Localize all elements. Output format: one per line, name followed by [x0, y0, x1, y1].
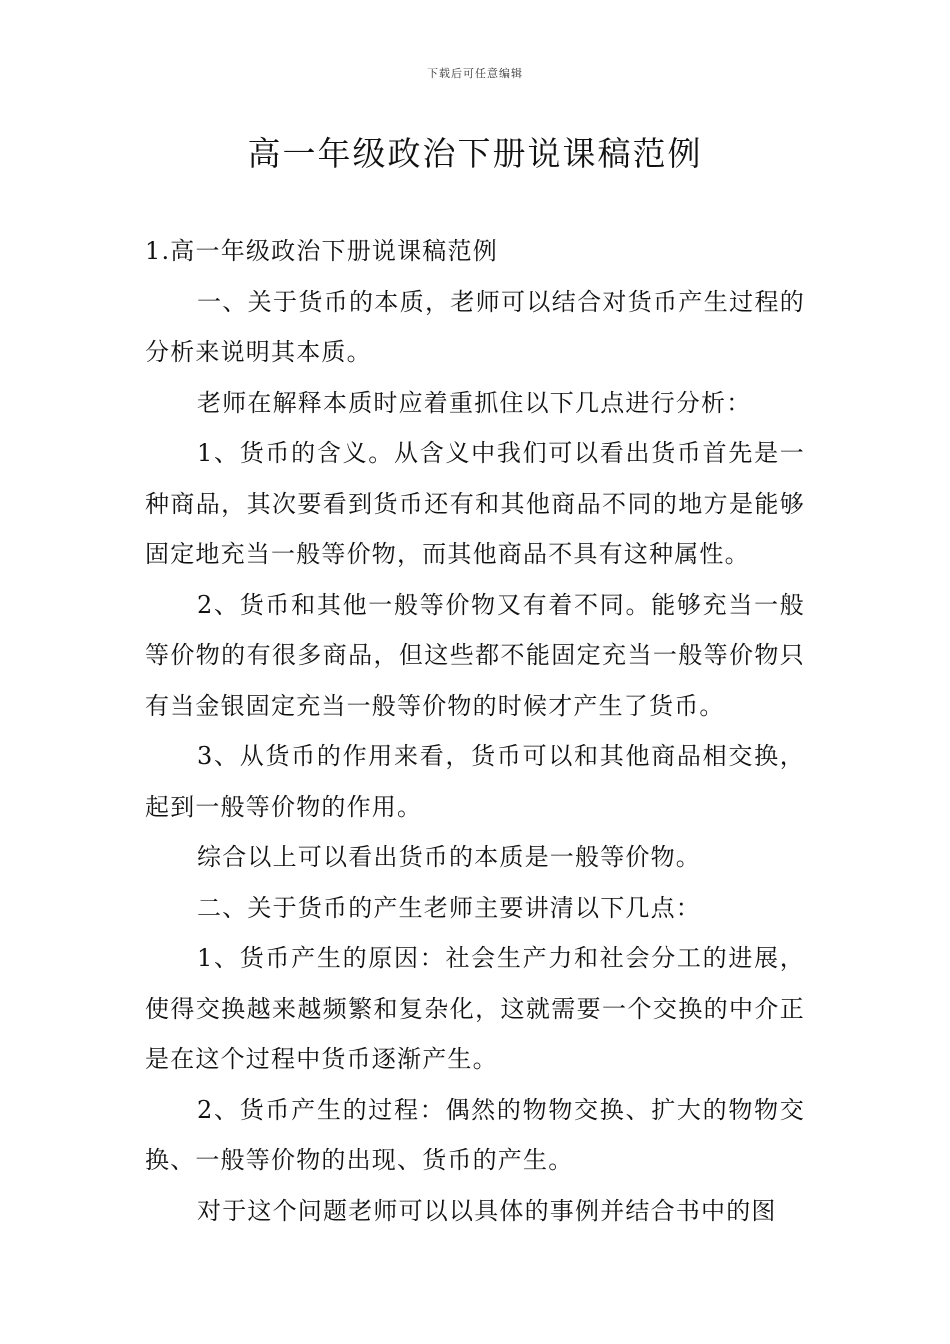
paragraph: 对于这个问题老师可以以具体的事例并结合书中的图	[197, 1196, 777, 1225]
paragraph: 3、从货币的作用来看，货币可以和其他商品相交换，起到一般等价物的作用。	[145, 742, 805, 821]
paragraph-heading: 1.高一年级政治下册说课稿范例	[145, 237, 498, 265]
paragraph: 2、货币产生的过程：偶然的物物交换、扩大的物物交换、一般等价物的出现、货币的产生。	[145, 1095, 805, 1174]
document-title: 高一年级政治下册说课稿范例	[247, 134, 703, 173]
paragraph: 综合以上可以看出货币的本质是一般等价物。	[197, 843, 701, 871]
paragraph: 1、货币的含义。从含义中我们可以看出货币首先是一种商品，其次要看到货币还有和其他商品不同的地方是能够固定地充当一般等价物，而其他商品不具有这种属性。	[145, 439, 805, 568]
paragraph: 一、关于货币的本质，老师可以结合对货币产生过程的分析来说明其本质。	[145, 287, 805, 366]
paragraph: 二、关于货币的产生老师主要讲清以下几点：	[197, 893, 701, 922]
paragraph: 1、货币产生的原因：社会生产力和社会分工的进展，使得交换越来越频繁和复杂化，这就需要一个交换的中介正是在这个过程中货币逐渐产生。	[145, 944, 805, 1073]
paragraph: 2、货币和其他一般等价物又有着不同。能够充当一般等价物的有很多商品，但这些都不能固定充当一般等价物只有当金银固定充当一般等价物的时候才产生了货币。	[145, 590, 805, 720]
document-body	[145, 226, 805, 1236]
paragraph: 老师在解释本质时应着重抓住以下几点进行分析：	[197, 388, 752, 417]
header-note: 下载后可任意编辑	[427, 67, 523, 80]
